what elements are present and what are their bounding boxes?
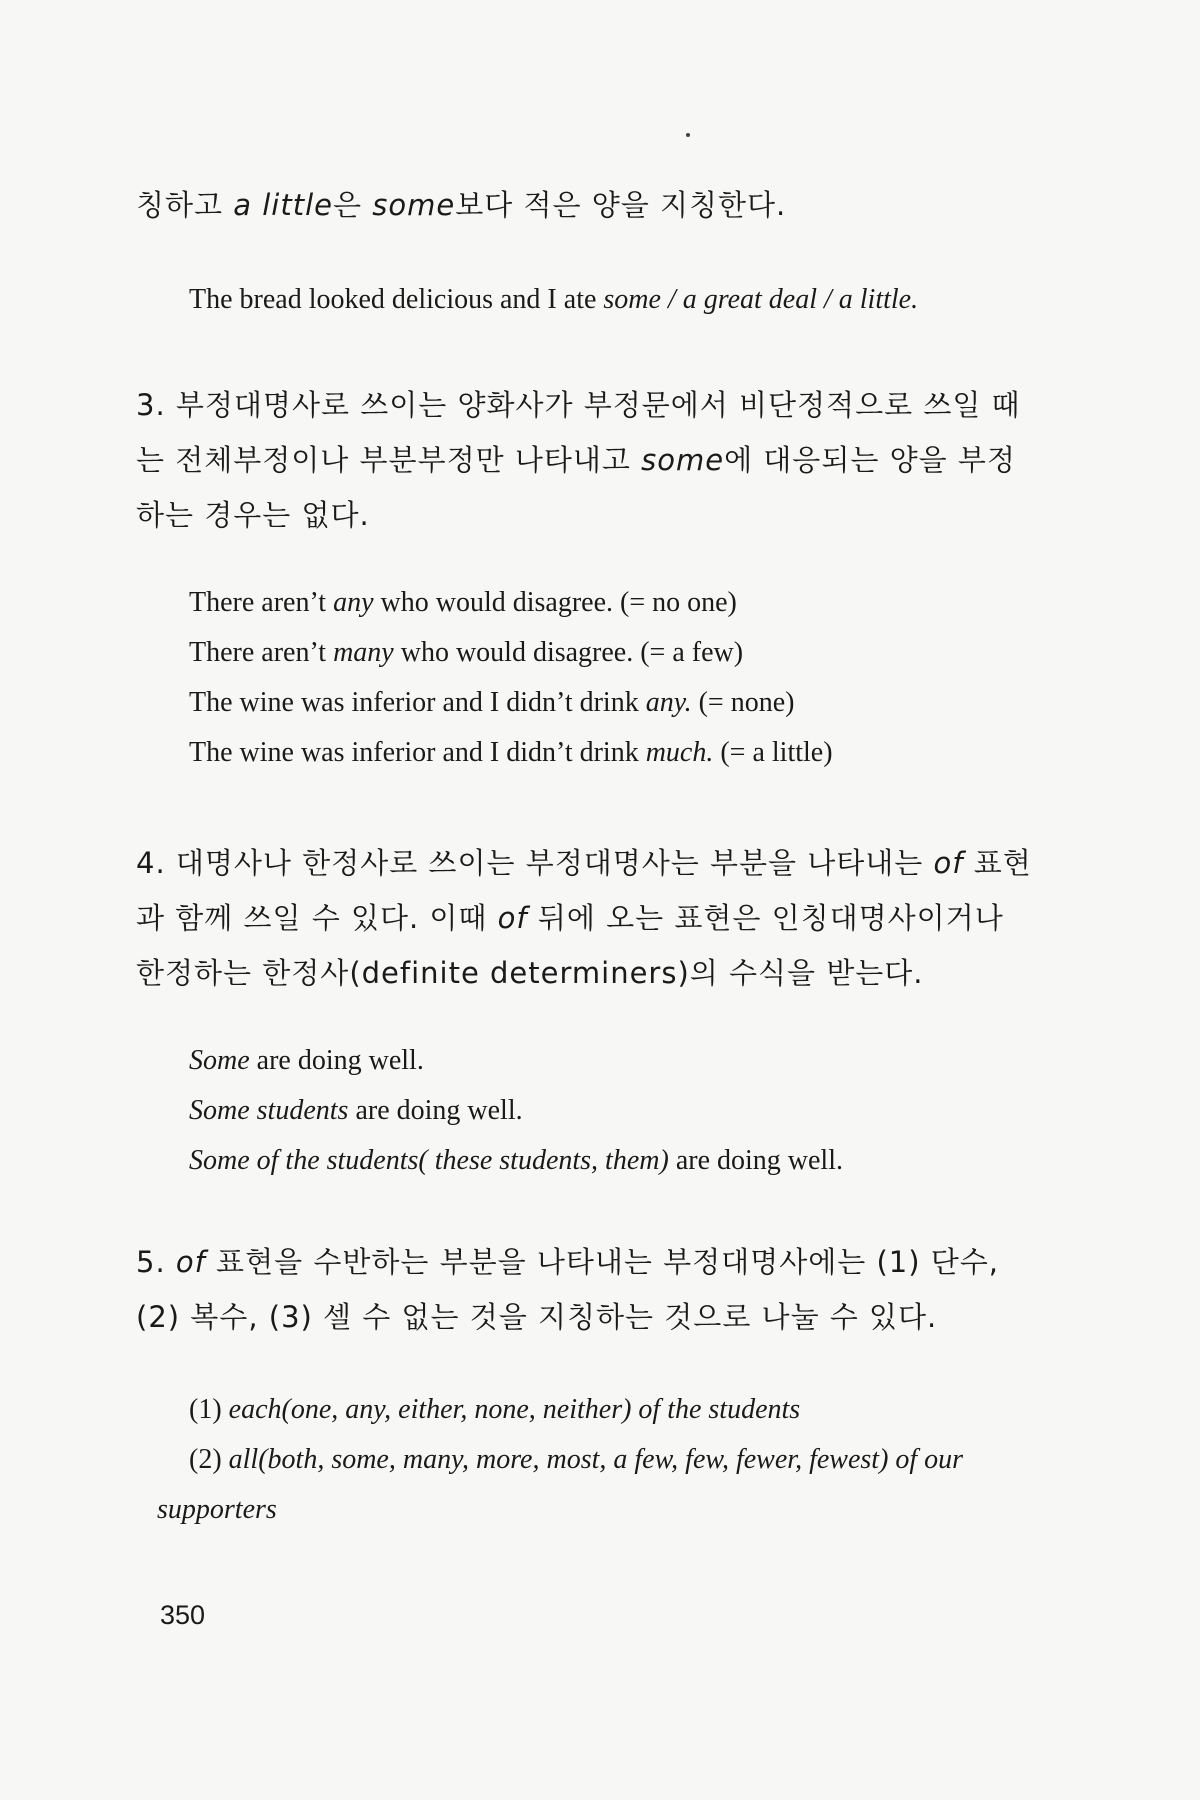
example-text: are doing well. (348, 1095, 523, 1126)
example-em: each(one, any, either, none, neither) of the students (228, 1394, 801, 1425)
section-4-text: 뒤에 오는 표현은 인칭대명사이거나 한정하는 한정사(definite determiners)의 수식을 받는다. (136, 901, 1004, 990)
example-em: any. (645, 687, 692, 718)
page-number: 350 (160, 1600, 206, 1630)
section-3-em-some: some (641, 443, 725, 477)
intro-text: 칭하고 (136, 188, 234, 222)
example-text: who would disagree. (= a few) (393, 637, 744, 668)
example-text: The wine was inferior and I didn’t drink (189, 687, 646, 718)
example-text: There aren’t (189, 587, 334, 618)
section-3-paragraph (136, 378, 1036, 543)
example-line (189, 1136, 1049, 1186)
example-line (157, 1485, 1017, 1535)
example-line (189, 678, 1049, 728)
example-line (189, 1385, 1089, 1435)
section-5-text: 5. (136, 1245, 176, 1279)
speck-mark (686, 133, 690, 137)
example-em: any (333, 587, 374, 618)
intro-em-a-little: a little (233, 188, 334, 222)
section-4-em-of: of (933, 846, 964, 880)
intro-em-some: some (372, 188, 456, 222)
intro-paragraph (136, 178, 1036, 233)
example-text: (= none) (691, 687, 795, 718)
example-text: There aren’t (189, 637, 334, 668)
example-line (189, 1036, 1049, 1086)
example-text: are doing well. (668, 1145, 843, 1176)
section-4-text: 4. 대명사나 한정사로 쓰이는 부정대명사는 부분을 나타내는 (136, 846, 934, 880)
example-group-4 (189, 1036, 1049, 1186)
example-bread (189, 275, 1049, 325)
example-em: some / a great deal / a little. (603, 284, 919, 315)
example-group-3 (189, 578, 1049, 778)
example-em: much. (645, 737, 714, 768)
example-em: Some of the students( these students, them) (189, 1145, 669, 1176)
example-line (189, 578, 1049, 628)
example-line (189, 728, 1049, 778)
example-group-5 (189, 1385, 1089, 1485)
example-line (189, 628, 1049, 678)
example-text: (= a little) (713, 737, 833, 768)
section-5-text: 표현을 수반하는 부분을 나타내는 부정대명사에는 (1) 단수, (2) 복수, (3) 셀 수 없는 것을 지칭하는 것으로 나눌 수 있다. (136, 1245, 999, 1334)
example-text: are doing well. (249, 1045, 424, 1076)
example-em: Some students (189, 1095, 349, 1126)
section-5-em-of: of (175, 1245, 206, 1279)
section-4-paragraph (136, 836, 1036, 1001)
example-em: many (333, 637, 394, 668)
section-4-em-of: of (497, 901, 528, 935)
example-text: who would disagree. (= no one) (373, 587, 737, 618)
example-em: all(both, some, many, more, most, a few, few, fewer, fewest) of our (228, 1444, 964, 1475)
example-em: Some (189, 1045, 250, 1076)
section-3-text: 3. 부정대명사로 쓰이는 양화사가 부정문에서 비단정적으로 쓰일 때는 전체부정이나 부분부정만 나타내고 (136, 388, 1021, 477)
example-line (189, 1435, 1089, 1485)
example-line (189, 1086, 1049, 1136)
section-5-paragraph (136, 1235, 1036, 1345)
section-3-text: 에 대응되는 양을 부정하는 경우는 없다. (136, 443, 1016, 532)
intro-text: 은 (333, 188, 373, 222)
example-em: supporters (157, 1494, 277, 1525)
section-4-text: 표현과 함께 쓰일 수 있다. 이때 (136, 846, 1032, 935)
example-line (189, 275, 1049, 325)
example-text: The bread looked delicious and I ate (189, 284, 604, 315)
example-group-5-continued (157, 1485, 1017, 1535)
example-number: (2) (189, 1444, 229, 1475)
example-text: The wine was inferior and I didn’t drink (189, 737, 646, 768)
intro-text: 보다 적은 양을 지칭한다. (455, 188, 787, 222)
example-number: (1) (189, 1394, 229, 1425)
